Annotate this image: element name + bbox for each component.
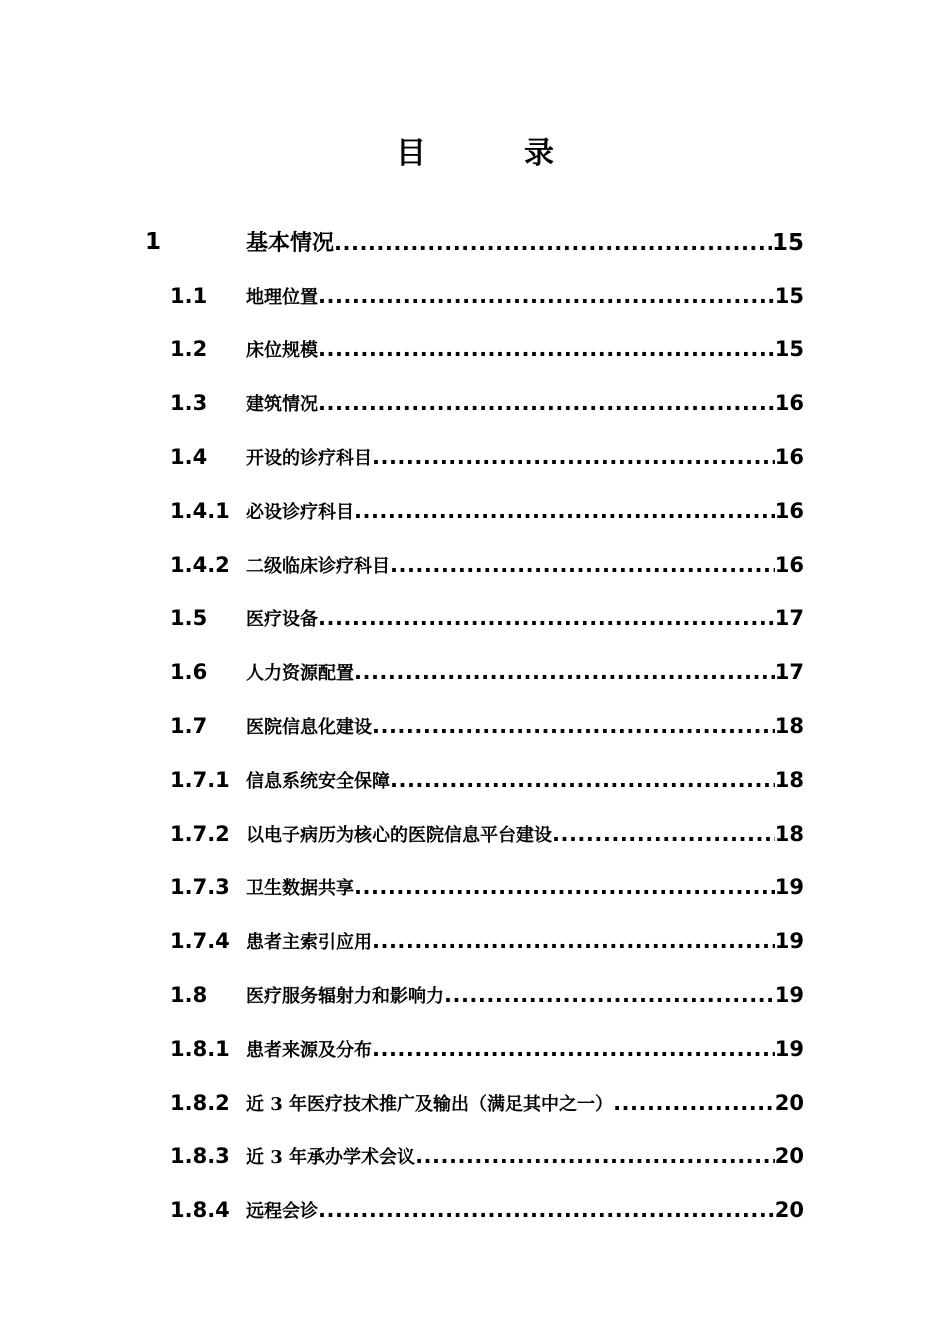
toc-entry-text: 以电子病历为核心的医院信息平台建设	[246, 824, 552, 846]
toc-entry[interactable]	[0, 538, 950, 592]
toc-entry-page: 19	[774, 1036, 804, 1061]
toc-entry-text: 必设诊疗科目	[246, 501, 354, 523]
toc-entry-number: 1.8.1	[170, 1036, 230, 1061]
dot-leader	[334, 231, 772, 255]
toc-entry-page: 19	[774, 929, 804, 954]
dot-leader	[318, 1198, 775, 1222]
toc-entry[interactable]	[0, 1183, 950, 1237]
toc-entry-number: 1	[145, 228, 162, 255]
toc-entry[interactable]	[0, 753, 950, 807]
toc-entry-number: 1.4.1	[170, 498, 230, 523]
toc-entry-number: 1.8.4	[170, 1198, 230, 1223]
dot-leader	[372, 714, 775, 738]
toc-entry-text: 二级临床诊疗科目	[246, 555, 390, 577]
toc-entry-text: 近 3 年承办学术会议	[246, 1147, 416, 1169]
toc-entry-text: 信息系统安全保障	[246, 770, 390, 792]
dot-leader	[354, 499, 775, 523]
dot-leader	[372, 445, 775, 469]
toc-entry[interactable]	[0, 215, 950, 269]
toc-entry-page: 17	[774, 606, 804, 631]
dot-leader	[354, 875, 775, 899]
dot-leader	[390, 553, 775, 577]
toc-entry-number: 1.4.2	[170, 552, 230, 577]
toc-entry-number: 1.7	[170, 714, 208, 739]
toc-entry-page: 18	[774, 767, 804, 792]
toc-entry[interactable]	[0, 269, 950, 323]
toc-entry-number: 1.7.2	[170, 821, 230, 846]
toc-entry-page: 20	[774, 1090, 804, 1115]
toc-entry[interactable]	[0, 861, 950, 915]
toc-entry-text: 地理位置	[246, 286, 318, 308]
toc-entry-page: 16	[774, 391, 804, 416]
toc-entry-text: 远程会诊	[246, 1201, 318, 1223]
toc-entry-page: 20	[774, 1198, 804, 1223]
toc-entry-page: 16	[774, 445, 804, 470]
dot-leader	[318, 391, 775, 415]
dot-leader	[390, 768, 775, 792]
toc-entry-number: 1.5	[170, 606, 208, 631]
toc-entry-text: 医疗设备	[246, 609, 318, 631]
toc-entry-page: 19	[774, 983, 804, 1008]
toc-entry[interactable]	[0, 645, 950, 699]
toc-entry[interactable]	[0, 968, 950, 1022]
toc-entry[interactable]	[0, 592, 950, 646]
toc-entry-text: 开设的诊疗科目	[246, 448, 372, 470]
toc-entry-text: 医院信息化建设	[246, 717, 372, 739]
dot-leader	[354, 660, 775, 684]
toc-entry-number: 1.8	[170, 983, 208, 1008]
dot-leader	[318, 606, 775, 630]
dot-leader	[552, 822, 775, 846]
toc-entry[interactable]	[0, 484, 950, 538]
toc-entry[interactable]	[0, 1076, 950, 1130]
toc-entry[interactable]	[0, 699, 950, 753]
dot-leader	[613, 1091, 775, 1115]
toc-entry-text: 基本情况	[246, 230, 335, 257]
dot-leader	[444, 983, 775, 1007]
toc-entry-page: 15	[774, 337, 804, 362]
toc-entry-page: 16	[774, 498, 804, 523]
toc-entry-number: 1.6	[170, 660, 208, 685]
toc-entry[interactable]	[0, 430, 950, 484]
toc-entry-text: 近 3 年医疗技术推广及输出（满足其中之一）	[246, 1093, 614, 1115]
toc-entry-number: 1.2	[170, 337, 208, 362]
dot-leader	[415, 1144, 775, 1168]
dot-leader	[318, 337, 775, 361]
toc-entry[interactable]	[0, 1022, 950, 1076]
table-of-contents	[0, 215, 950, 1237]
toc-entry-number: 1.7.3	[170, 875, 230, 900]
toc-entry-text: 患者来源及分布	[246, 1039, 372, 1061]
toc-entry-page: 17	[774, 660, 804, 685]
toc-entry-page: 16	[774, 552, 804, 577]
toc-entry[interactable]	[0, 376, 950, 430]
toc-entry-page: 18	[774, 821, 804, 846]
toc-entry-text: 医疗服务辐射力和影响力	[246, 986, 444, 1008]
toc-entry-page: 20	[774, 1144, 804, 1169]
toc-entry-text: 床位规模	[246, 340, 318, 362]
toc-entry-number: 1.7.4	[170, 929, 230, 954]
toc-entry-page: 15	[774, 283, 804, 308]
toc-entry-page: 15	[771, 230, 804, 257]
toc-entry-text: 人力资源配置	[246, 663, 354, 685]
dot-leader	[372, 929, 775, 953]
toc-entry[interactable]	[0, 1130, 950, 1184]
toc-entry-number: 1.1	[170, 283, 208, 308]
toc-entry-page: 18	[774, 714, 804, 739]
toc-entry-page: 19	[774, 875, 804, 900]
toc-entry-number: 1.4	[170, 445, 208, 470]
toc-entry-number: 1.8.2	[170, 1090, 230, 1115]
toc-entry-number: 1.8.3	[170, 1144, 230, 1169]
dot-leader	[372, 1037, 775, 1061]
toc-entry-number: 1.7.1	[170, 767, 230, 792]
toc-entry-number: 1.3	[170, 391, 208, 416]
toc-entry[interactable]	[0, 323, 950, 377]
toc-entry-text: 卫生数据共享	[246, 878, 354, 900]
dot-leader	[318, 284, 775, 308]
toc-entry-text: 建筑情况	[246, 394, 318, 416]
toc-entry[interactable]	[0, 914, 950, 968]
toc-entry-text: 患者主索引应用	[246, 932, 372, 954]
toc-entry[interactable]	[0, 807, 950, 861]
toc-title: 目 录	[396, 136, 588, 171]
